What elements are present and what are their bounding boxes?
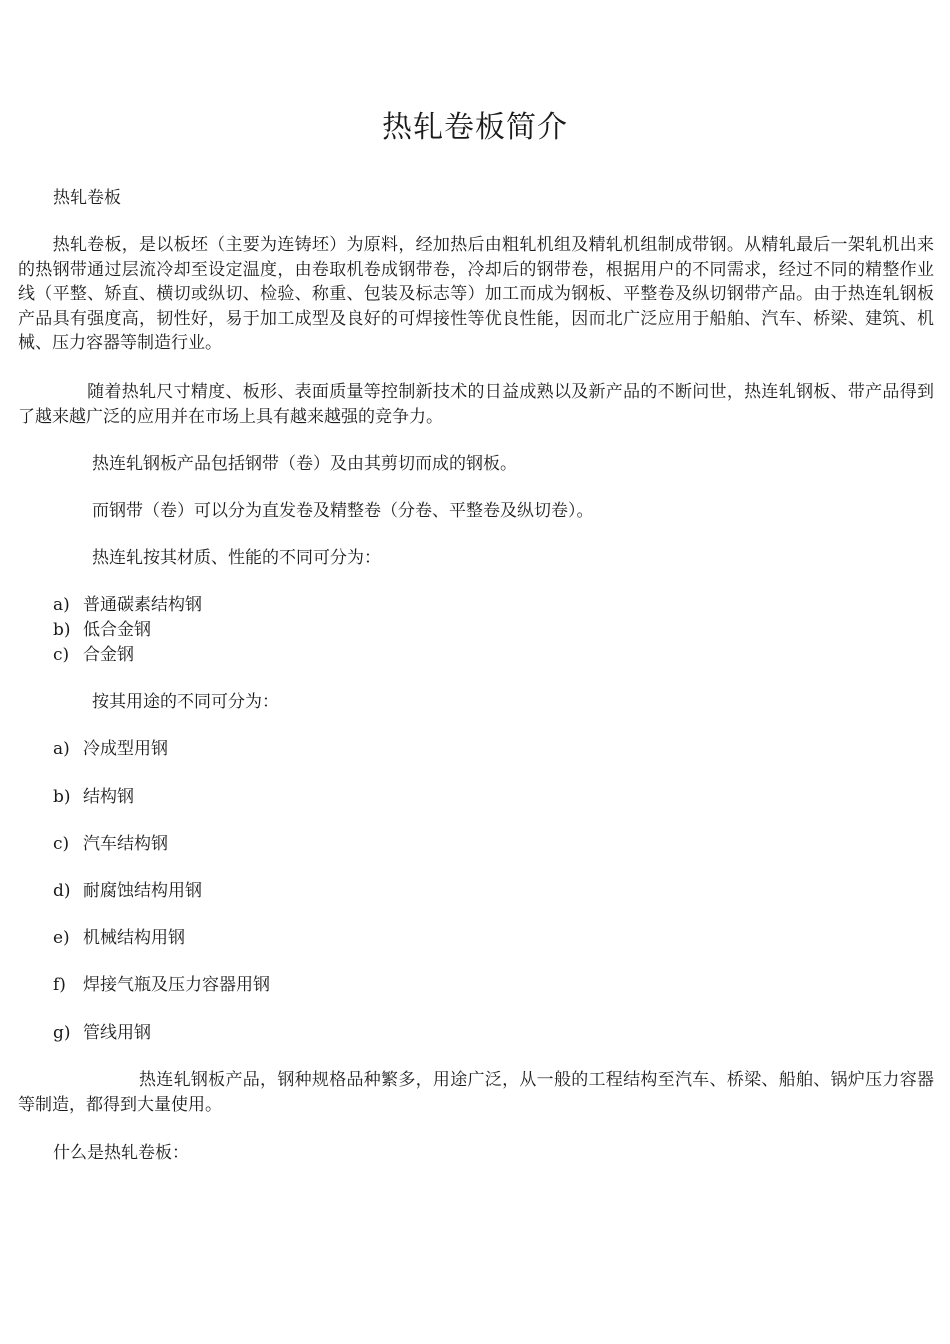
list-marker: a) xyxy=(53,595,70,615)
list-item xyxy=(53,785,134,809)
what-is-heading: 什么是热轧卷板： xyxy=(53,1143,189,1163)
page-title: 热轧卷板简介 xyxy=(382,110,568,145)
list-marker: d) xyxy=(53,881,71,901)
list-text: 冷成型用钢 xyxy=(83,739,168,759)
usage-paragraph: 热连轧钢板产品，钢种规格品种繁多，用途广泛，从一般的工程结构至汽车、桥梁、船舶、锅炉压力容器等制造，都得到大量使用。 xyxy=(18,1070,934,1115)
list-text: 汽车结构钢 xyxy=(83,834,168,854)
list-item xyxy=(53,643,134,667)
list-marker: c) xyxy=(53,834,70,854)
section-heading: 热轧卷板 xyxy=(53,188,121,208)
list-text: 管线用钢 xyxy=(83,1023,151,1043)
list-marker: g) xyxy=(53,1023,71,1043)
list-text: 合金钢 xyxy=(83,645,134,665)
list-marker: a) xyxy=(53,739,70,759)
list-text: 普通碳素结构钢 xyxy=(83,595,202,615)
list-text: 焊接气瓶及压力容器用钢 xyxy=(83,975,270,995)
list-item xyxy=(53,832,168,856)
list-text: 机械结构用钢 xyxy=(83,928,185,948)
list-item xyxy=(53,737,168,761)
list-marker: b) xyxy=(53,787,71,807)
list-text: 耐腐蚀结构用钢 xyxy=(83,881,202,901)
list-item xyxy=(53,926,185,950)
list-text: 结构钢 xyxy=(83,787,134,807)
list-marker: e) xyxy=(53,928,70,948)
list-item xyxy=(53,593,202,617)
list-item xyxy=(53,973,270,997)
list-item xyxy=(53,879,202,903)
intro-paragraph: 热轧卷板，是以板坯（主要为连铸坯）为原料，经加热后由粗轧机组及精轧机组制成带钢。从精轧最后一架轧机出来的热钢带通过层流冷却至设定温度，由卷取机卷成钢带卷，冷却后的钢带卷，根据用户的不同需求，经过不同的精整作业线（平整、矫直、横切或纵切、检验、称重、包装及标志等）加工而成为钢板、平整卷及纵切钢带产品。由于热连轧钢板产品具有强度高，韧性好，易于加工成型及良好的可焊接性等优良性能，因而北广泛应用于船舶、汽车、桥梁、建筑、机械、压力容器等制造行业。 xyxy=(18,235,934,353)
list-marker: b) xyxy=(53,620,71,640)
list-marker: f) xyxy=(53,975,66,995)
strip-types-paragraph: 而钢带（卷）可以分为直发卷及精整卷（分卷、平整卷及纵切卷）。 xyxy=(92,501,594,521)
list-item xyxy=(53,618,151,642)
products-paragraph: 热连轧钢板产品包括钢带（卷）及由其剪切而成的钢板。 xyxy=(92,454,517,474)
by-use-heading: 按其用途的不同可分为： xyxy=(92,692,279,712)
list-item xyxy=(53,1021,151,1045)
development-paragraph: 随着热轧尺寸精度、板形、表面质量等控制新技术的日益成熟以及新产品的不断问世，热连轧钢板、带产品得到了越来越广泛的应用并在市场上具有越来越强的竞争力。 xyxy=(18,382,934,427)
list-marker: c) xyxy=(53,645,70,665)
by-material-heading: 热连轧按其材质、性能的不同可分为： xyxy=(92,548,381,568)
list-text: 低合金钢 xyxy=(83,620,151,640)
